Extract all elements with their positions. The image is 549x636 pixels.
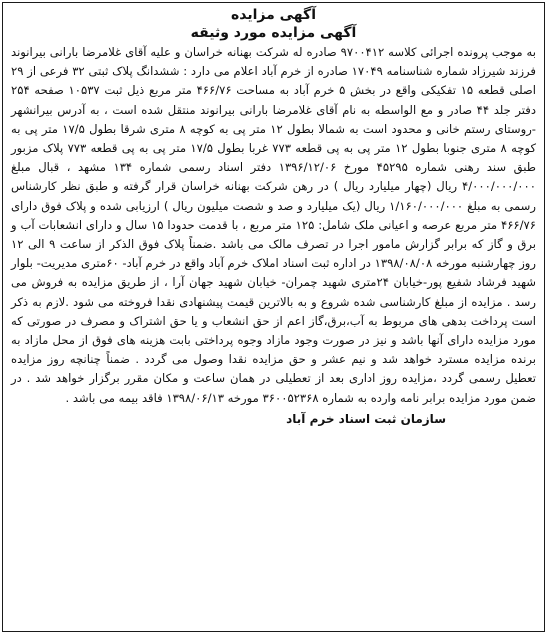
- notice-body: به موجب پرونده اجرائی کلاسه ۹۷۰۰۴۱۲ صادره له شرکت بهنانه خراسان و علیه آقای غلامرضا بارانی بیرانوند فرزند شیرزاد شماره شناسنامه ۱۷۰۴۹ صادره از خرم آباد اعلام می دارد : ششدانگ پلاک ثبتی ۳۲ فرعی از ۲۹ اصلی قطعه ۱۵ تفکیکی واقع در بخش ۵ خرم آباد به مساحت ۴۶۶/۷۶ متر مربع ذیل ثبت ۱۰۵۳۷ صفحه ۲۵۴ دفتر جلد ۴۴ صادر و مع الواسطه به نام آقای غلامرضا بارانی بیرانوند منتقل شده است ، به آدرس بیرانشهر -روستای رستم خانی و محدود است به شمالا بطول ۱۲ متر پی به کوچه ۸ متری شرقا بطول ۱۷/۵ متر پی به کوچه ۸ متری جنوبا بطول ۱۲ متر پی به پی قطعه ۷۷۳ غربا بطول ۱۷/۵ متر پی به پی قطعه ۷۷۳ پلاک مزبور طبق سند رهنی شماره ۴۵۲۹۵ مورخ ۱۳۹۶/۱۲/۰۶ دفتر اسناد رسمی شماره ۱۳۴ مشهد ، قبال مبلغ ۴/۰۰۰/۰۰۰/۰۰۰ ریال (چهار میلیارد ریال ) در رهن شرکت بهنانه خراسان قرار گرفته و طبق نظر کارشناس رسمی به مبلغ ۱/۱۶۰/۰۰۰/۰۰۰ ریال (یک میلیارد و صد و شصت میلیون ریال ) ارزیابی شده و پلاک فوق دارای ۴۶۶/۷۶ متر مربع عرصه و اعیانی ملک شامل: ۱۲۵ متر مربع ، با قدمت حدودا ۱۵ سال و دارای انشعابات آب و برق و گاز که برابر گزارش مامور اجرا در تصرف مالک می باشد .ضمناً پلاک فوق الذکر از ساعت ۹ الی ۱۲ روز چهارشنبه مورخه ۱۳۹۸/۰۸/۰۸ در اداره ثبت اسناد املاک خرم آباد واقع در خرم آباد- ۶۰متری مدیریت- بلوار شهید فرشاد شفیع پور-خیابان ۲۴متری شهید چمران- خیابان شهید جهان آرا ، از طریق مزایده به فروش می رسد . مزایده از مبلغ کارشناسی شده شروع و به بالاترین قیمت پیشنهادی نقدا فروخته می شود .لازم به ذکر است پرداخت بدهی های مربوط به آب،برق،گاز اعم از حق انشعاب و یا حق اشتراک و مصرف در صورتی که مورد مزایده دارای آنها باشد و نیز در صورت وجود مازاد وجوه پرداختی بابت هزینه های فوق از محل مازاد به برنده مزایده مسترد خواهد شد و نیم عشر و حق مزایده نقدا وصول می گردد . ضمناً چنانچه روز مزایده تعطیل رسمی گردد ،مزایده روز اداری بعد از تعطیلی در همان ساعت و مکان مقرر برگزار خواهد شد . در ضمن مورد مزایده برابر نامه وارده به شماره ۳۶۰۰۵۲۳۶۸ مورخه ۱۳۹۸/۰۶/۱۳ فاقد بیمه می باشد .: [11, 45, 537, 405]
- notice-subtitle: آگهی مزایده مورد وثیقه: [190, 25, 357, 41]
- auction-notice: [2, 2, 545, 632]
- notice-title: آگهی مزایده: [230, 7, 316, 23]
- notice-signature: سازمان ثبت اسناد خرم آباد: [286, 411, 446, 426]
